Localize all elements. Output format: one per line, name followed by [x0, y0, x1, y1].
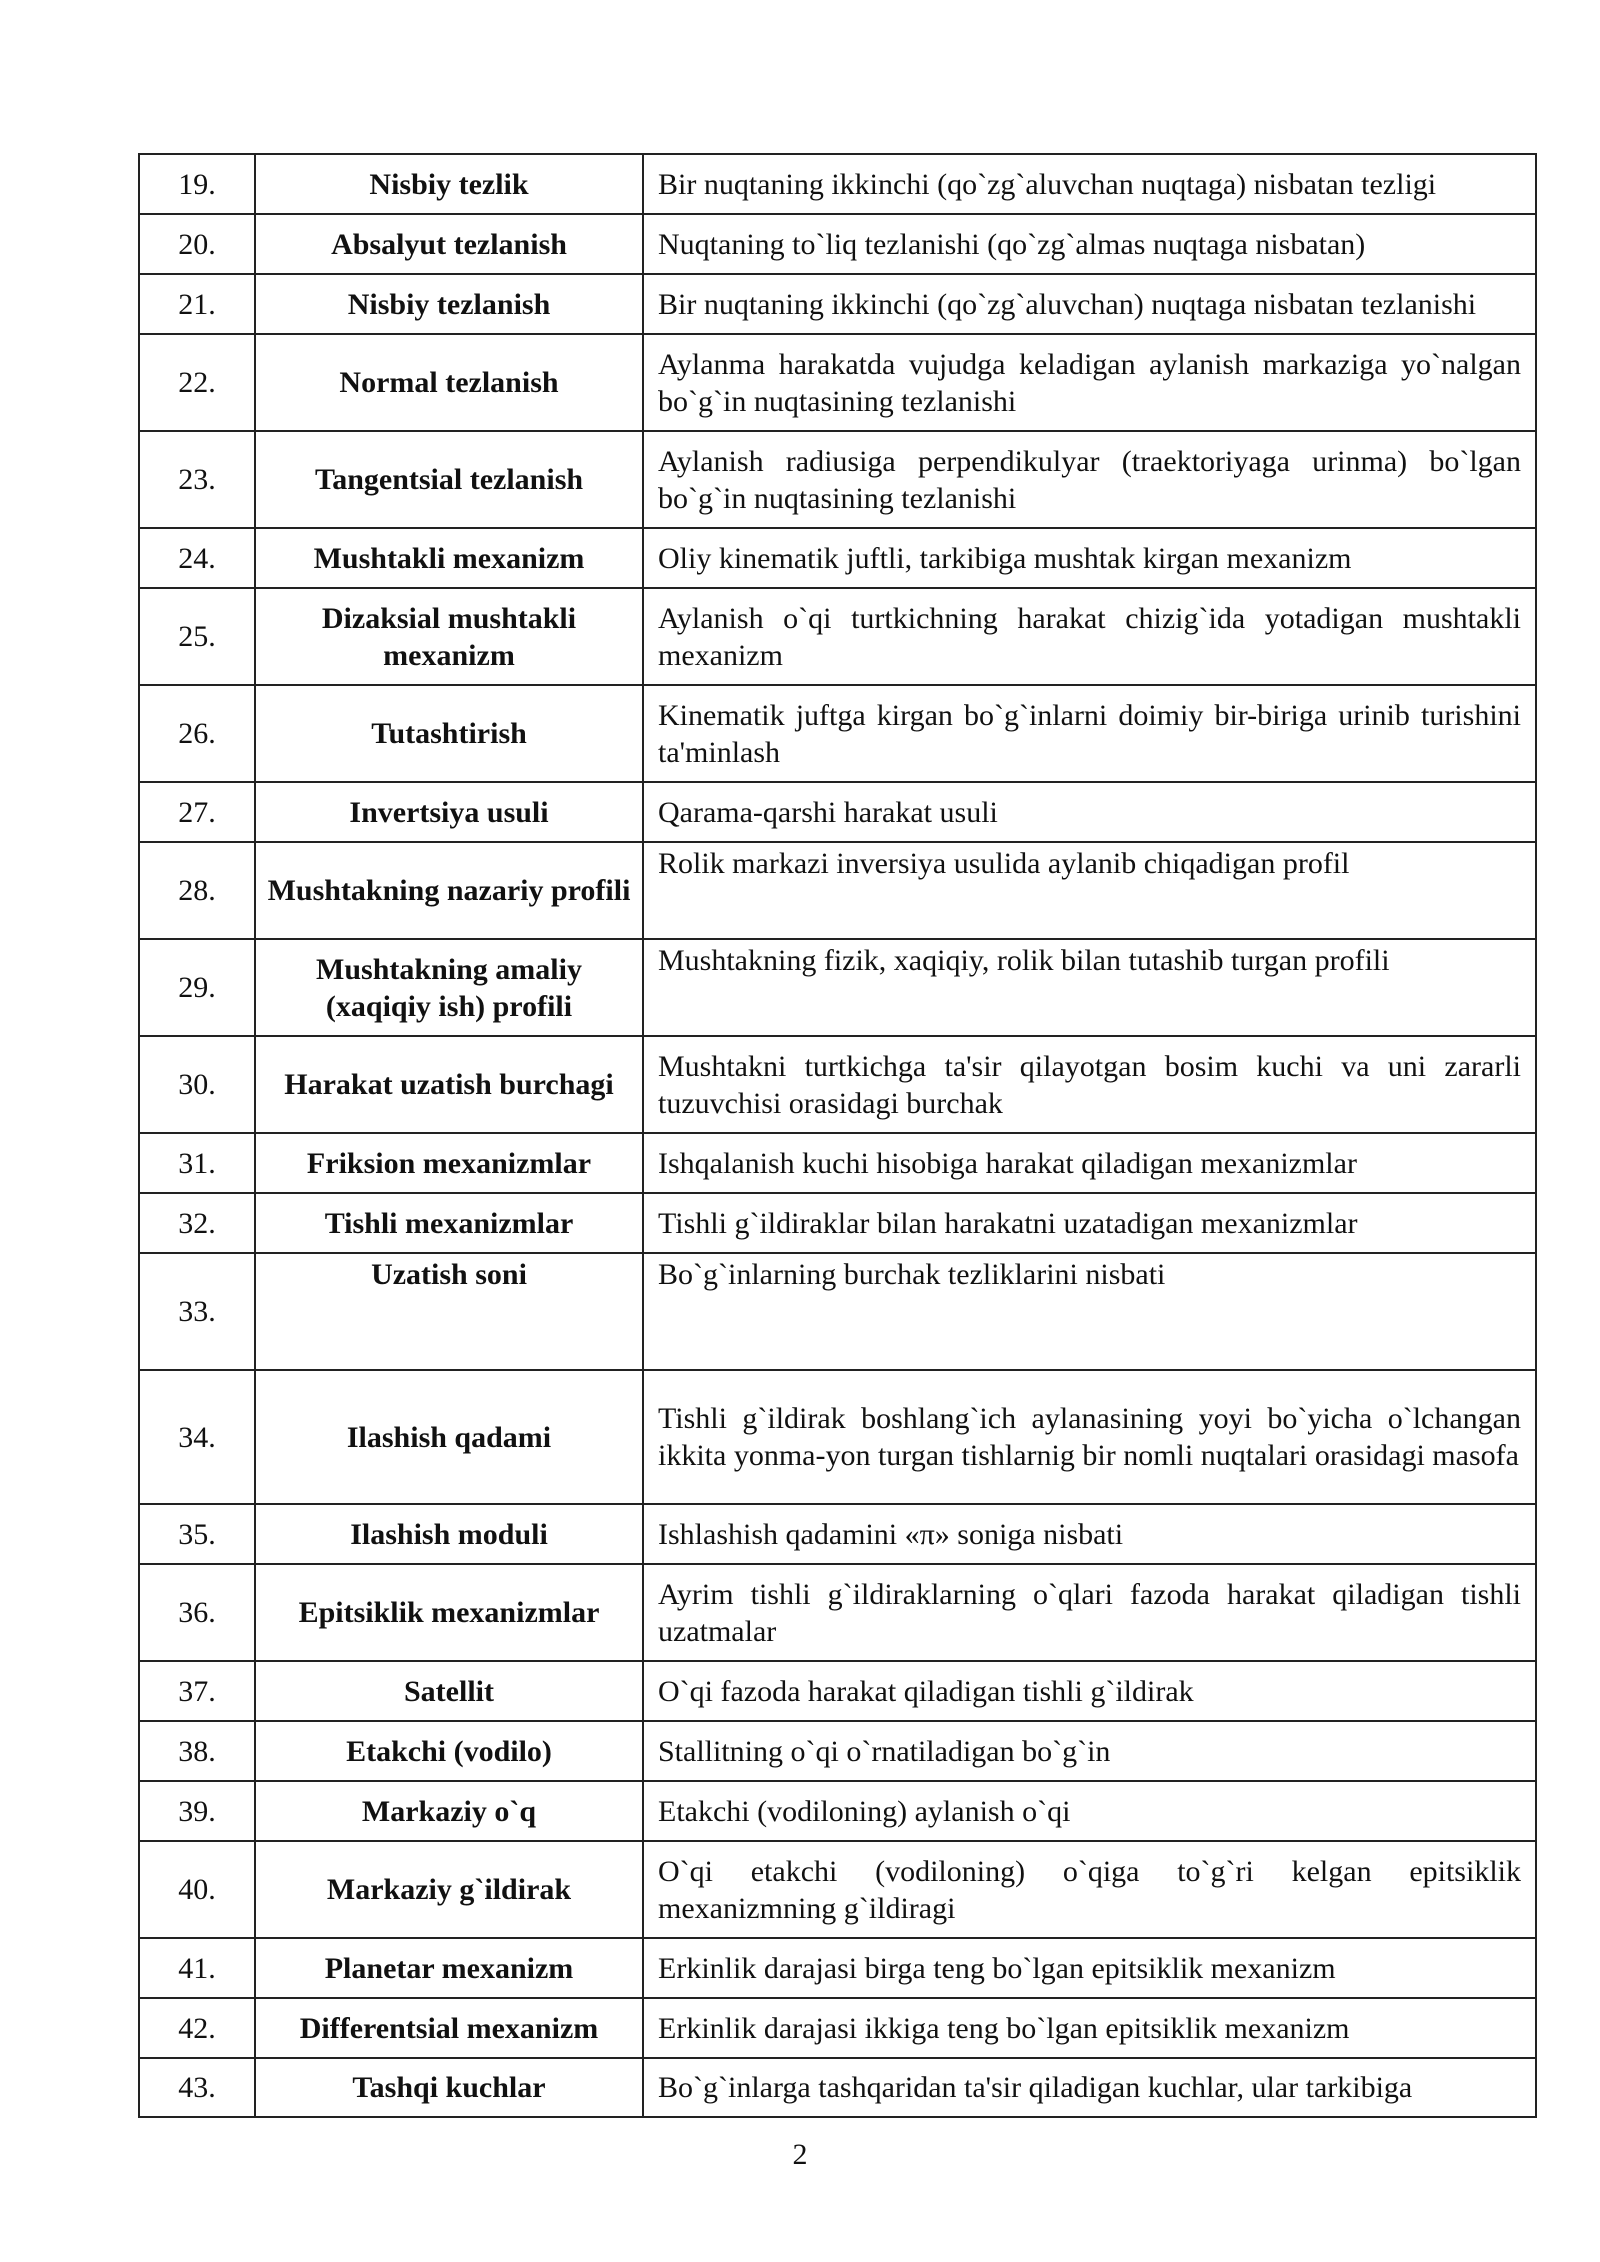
- row-number: 35.: [139, 1504, 255, 1564]
- table-row: [139, 1504, 1536, 1564]
- table-row: [139, 1721, 1536, 1781]
- table-row: [139, 939, 1536, 1036]
- row-number: 34.: [139, 1370, 255, 1504]
- row-number: 40.: [139, 1841, 255, 1938]
- term-cell: Harakat uzatish burchagi: [255, 1036, 643, 1133]
- table-row: [139, 1133, 1536, 1193]
- table-row: [139, 1564, 1536, 1661]
- row-number: 32.: [139, 1193, 255, 1253]
- definition-cell: Ishlashish qadamini «π» soniga nisbati: [643, 1504, 1536, 1564]
- definition-cell: Rolik markazi inversiya usulida aylanib chiqadigan profil: [643, 842, 1536, 939]
- definition-cell: Bir nuqtaning ikkinchi (qo`zg`aluvchan nuqtaga) nisbatan tezligi: [643, 154, 1536, 214]
- table-row: [139, 214, 1536, 274]
- definition-cell: Tishli g`ildirak boshlang`ich aylanasining yoyi bo`yicha o`lchangan ikkita yonma-yon turgan tishlarnig bir nomli nuqtalari orasidagi masofa: [643, 1370, 1536, 1504]
- term-cell: Etakchi (vodilo): [255, 1721, 643, 1781]
- row-number: 23.: [139, 431, 255, 528]
- table-row: [139, 334, 1536, 431]
- definition-cell: O`qi fazoda harakat qiladigan tishli g`ildirak: [643, 1661, 1536, 1721]
- row-number: 26.: [139, 685, 255, 782]
- term-cell: Friksion mexanizmlar: [255, 1133, 643, 1193]
- term-cell: Mushtakli mexanizm: [255, 528, 643, 588]
- term-cell: Differentsial mexanizm: [255, 1998, 643, 2058]
- table-row: [139, 842, 1536, 939]
- row-number: 33.: [139, 1253, 255, 1370]
- term-cell: Ilashish qadami: [255, 1370, 643, 1504]
- term-cell: Nisbiy tezlik: [255, 154, 643, 214]
- row-number: 31.: [139, 1133, 255, 1193]
- row-number: 42.: [139, 1998, 255, 2058]
- table-row: [139, 1193, 1536, 1253]
- definition-cell: Mushtakning fizik, xaqiqiy, rolik bilan tutashib turgan profili: [643, 939, 1536, 1036]
- row-number: 20.: [139, 214, 255, 274]
- row-number: 39.: [139, 1781, 255, 1841]
- term-cell: Planetar mexanizm: [255, 1938, 643, 1998]
- table-row: [139, 685, 1536, 782]
- definition-cell: Aylanish radiusiga perpendikulyar (traektoriyaga urinma) bo`lgan bo`g`in nuqtasining tezlanishi: [643, 431, 1536, 528]
- term-cell: Tutashtirish: [255, 685, 643, 782]
- definition-cell: Bo`g`inlarning burchak tezliklarini nisbati: [643, 1253, 1536, 1370]
- definition-cell: Ishqalanish kuchi hisobiga harakat qiladigan mexanizmlar: [643, 1133, 1536, 1193]
- term-cell: Tangentsial tezlanish: [255, 431, 643, 528]
- table-row: [139, 1370, 1536, 1504]
- term-cell: Markaziy g`ildirak: [255, 1841, 643, 1938]
- table-row: [139, 274, 1536, 334]
- definition-cell: Stallitning o`qi o`rnatiladigan bo`g`in: [643, 1721, 1536, 1781]
- table-row: [139, 528, 1536, 588]
- row-number: 43.: [139, 2058, 255, 2117]
- table-row: [139, 1253, 1536, 1370]
- row-number: 21.: [139, 274, 255, 334]
- row-number: 37.: [139, 1661, 255, 1721]
- table-row: [139, 1938, 1536, 1998]
- table-row: [139, 588, 1536, 685]
- term-cell: Mushtakning nazariy profili: [255, 842, 643, 939]
- table-row: [139, 1781, 1536, 1841]
- definition-cell: Erkinlik darajasi ikkiga teng bo`lgan epitsiklik mexanizm: [643, 1998, 1536, 2058]
- definition-cell: Etakchi (vodiloning) aylanish o`qi: [643, 1781, 1536, 1841]
- row-number: 29.: [139, 939, 255, 1036]
- definition-cell: Aylanish o`qi turtkichning harakat chizig`ida yotadigan mushtakli mexanizm: [643, 588, 1536, 685]
- definition-cell: Tishli g`ildiraklar bilan harakatni uzatadigan mexanizmlar: [643, 1193, 1536, 1253]
- definition-cell: Mushtakni turtkichga ta'sir qilayotgan bosim kuchi va uni zararli tuzuvchisi orasidagi burchak: [643, 1036, 1536, 1133]
- table-row: [139, 154, 1536, 214]
- definition-cell: Ayrim tishli g`ildiraklarning o`qlari fazoda harakat qiladigan tishli uzatmalar: [643, 1564, 1536, 1661]
- row-number: 41.: [139, 1938, 255, 1998]
- table-row: [139, 782, 1536, 842]
- row-number: 38.: [139, 1721, 255, 1781]
- definition-cell: Aylanma harakatda vujudga keladigan aylanish markaziga yo`nalgan bo`g`in nuqtasining tezlanishi: [643, 334, 1536, 431]
- table-row: [139, 1661, 1536, 1721]
- definition-cell: Bo`g`inlarga tashqaridan ta'sir qiladigan kuchlar, ular tarkibiga: [643, 2058, 1536, 2117]
- row-number: 28.: [139, 842, 255, 939]
- row-number: 19.: [139, 154, 255, 214]
- term-cell: Tishli mexanizmlar: [255, 1193, 643, 1253]
- term-cell: Dizaksial mushtakli mexanizm: [255, 588, 643, 685]
- term-cell: Mushtakning amaliy (xaqiqiy ish) profili: [255, 939, 643, 1036]
- definition-cell: Qarama-qarshi harakat usuli: [643, 782, 1536, 842]
- definition-cell: Erkinlik darajasi birga teng bo`lgan epitsiklik mexanizm: [643, 1938, 1536, 1998]
- term-cell: Satellit: [255, 1661, 643, 1721]
- definition-cell: Kinematik juftga kirgan bo`g`inlarni doimiy bir-biriga urinib turishini ta'minlash: [643, 685, 1536, 782]
- row-number: 22.: [139, 334, 255, 431]
- table-row: [139, 1036, 1536, 1133]
- table-row: [139, 1998, 1536, 2058]
- row-number: 30.: [139, 1036, 255, 1133]
- glossary-table: [138, 153, 1537, 2118]
- table-row: [139, 2058, 1536, 2117]
- term-cell: Epitsiklik mexanizmlar: [255, 1564, 643, 1661]
- term-cell: Nisbiy tezlanish: [255, 274, 643, 334]
- term-cell: Tashqi kuchlar: [255, 2058, 643, 2117]
- table-row: [139, 431, 1536, 528]
- definition-cell: Oliy kinematik juftli, tarkibiga mushtak kirgan mexanizm: [643, 528, 1536, 588]
- row-number: 27.: [139, 782, 255, 842]
- term-cell: Absalyut tezlanish: [255, 214, 643, 274]
- row-number: 36.: [139, 1564, 255, 1661]
- definition-cell: O`qi etakchi (vodiloning) o`qiga to`g`ri kelgan epitsiklik mexanizmning g`ildiragi: [643, 1841, 1536, 1938]
- term-cell: Invertsiya usuli: [255, 782, 643, 842]
- row-number: 25.: [139, 588, 255, 685]
- table-row: [139, 1841, 1536, 1938]
- row-number: 24.: [139, 528, 255, 588]
- page-number: 2: [792, 2138, 808, 2171]
- term-cell: Uzatish soni: [255, 1253, 643, 1370]
- term-cell: Ilashish moduli: [255, 1504, 643, 1564]
- definition-cell: Bir nuqtaning ikkinchi (qo`zg`aluvchan) nuqtaga nisbatan tezlanishi: [643, 274, 1536, 334]
- term-cell: Normal tezlanish: [255, 334, 643, 431]
- definition-cell: Nuqtaning to`liq tezlanishi (qo`zg`almas nuqtaga nisbatan): [643, 214, 1536, 274]
- term-cell: Markaziy o`q: [255, 1781, 643, 1841]
